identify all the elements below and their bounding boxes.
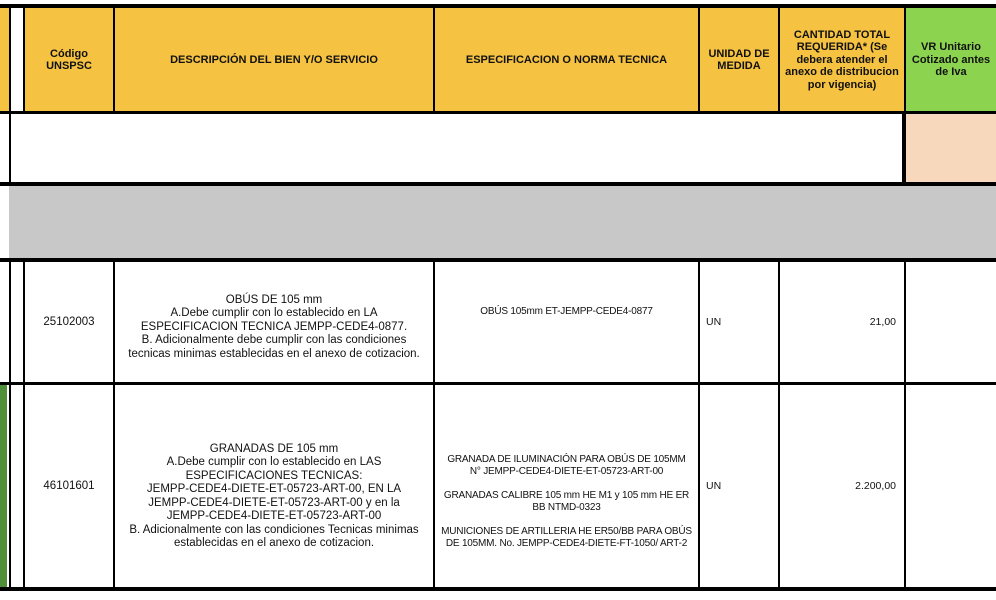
row1-codigo-text: 25102003 <box>43 315 95 328</box>
row2-codigo <box>25 386 113 587</box>
header-unidad <box>700 8 778 112</box>
vr-unitario-input-cell[interactable] <box>906 114 996 182</box>
grid-line <box>113 262 115 590</box>
grid-line <box>904 262 906 590</box>
grid-line <box>0 111 996 114</box>
grid-line <box>113 4 115 114</box>
row1-vr-unitario[interactable] <box>906 262 996 383</box>
row2-desc-line: establecidas en el anexo de cotizacion. <box>173 537 375 549</box>
row2-spec-text: GRANADAS CALIBRE 105 mm HE M1 y 105 mm HE ER BB NTMD-0323 <box>443 489 690 513</box>
row1-cantidad-text: 21,00 <box>869 315 896 328</box>
row1-desc-line: ESPECIFICACION TECNICA JEMPP-CEDE4-0877. <box>140 320 408 333</box>
header-descripcion-label: DESCRIPCIÓN DEL BIEN Y/O SERVICIO <box>170 53 378 66</box>
row1-codigo <box>25 262 113 383</box>
header-cantidad-label: CANTIDAD TOTAL REQUERIDA* (Se debera atender el anexo de distribucion por vigencia) <box>785 28 899 91</box>
header-unidad-label: UNIDAD DE MEDIDA <box>708 47 770 72</box>
gray-separator-band <box>9 186 996 258</box>
row2-desc-line: JEMPP-CEDE4-DIETE-ET-05723-ART-00 <box>166 510 382 522</box>
header-codigo <box>25 8 113 112</box>
header-cantidad <box>780 8 904 112</box>
left-margin-strip-green <box>0 384 7 590</box>
header-codigo-label: Código UNSPSC <box>46 47 92 72</box>
row2-unidad-text: UN <box>706 479 722 492</box>
row1-desc-line: B. Adicionalmente debe cumplir con las condiciones <box>141 334 407 347</box>
grid-line <box>0 4 996 8</box>
grid-line <box>9 114 11 184</box>
row2-desc-line: B. Adicionalmente con las condiciones Tecnicas minimas <box>129 523 419 536</box>
header-especificacion <box>435 8 698 112</box>
header-vr-unitario-label: VR Unitario Cotizado antes de Iva <box>911 41 991 79</box>
row1-unidad-text: UN <box>706 315 722 328</box>
row2-desc-line: JEMPP-CEDE4-DIETE-ET-05723-ART-00, EN LA <box>146 483 402 495</box>
row2-desc-line: ESPECIFICACIONES TECNICAS: <box>185 469 363 482</box>
grid-line <box>778 4 780 114</box>
grid-line <box>698 262 700 590</box>
row2-cantidad <box>780 386 904 587</box>
row2-cantidad-text: 2.200,00 <box>855 479 896 492</box>
row2-desc-line: GRANADAS DE 105 mm <box>209 442 339 455</box>
grid-line <box>904 4 906 114</box>
grid-line <box>0 587 996 591</box>
empty-row-cell[interactable] <box>9 114 902 182</box>
header-descripcion <box>115 8 433 112</box>
row1-desc-line: tecnicas minimas establecidas en el anexo de cotizacion. <box>128 347 420 360</box>
row2-spec-text: GRANADA DE ILUMINACIÓN PARA OBÚS DE 105MM N° JEMPP-CEDE4-DIETE-ET-05723-ART-00 <box>447 453 686 477</box>
row1-descripcion <box>115 262 433 383</box>
row2-spec-text: MUNICIONES DE ARTILLERIA HE ER50/BB PARA OBÚS DE 105MM. No. JEMPP-CEDE4-DIETE-FT-1050/ ART-2 <box>441 525 692 549</box>
grid-line <box>23 262 25 590</box>
row1-especificacion <box>435 262 698 383</box>
grid-line <box>23 4 25 114</box>
left-margin-strip <box>0 8 9 112</box>
grid-line <box>0 182 996 186</box>
row1-spec-text: OBÚS 105mm ET-JEMPP-CEDE4-0877 <box>480 306 653 317</box>
grid-line <box>778 262 780 590</box>
grid-line <box>433 4 435 114</box>
grid-line <box>698 4 700 114</box>
grid-line <box>9 4 11 114</box>
grid-line <box>9 262 11 590</box>
grid-line <box>0 382 996 385</box>
row2-unidad <box>700 386 778 587</box>
row2-desc-line: A.Debe cumplir con lo establecido en LAS <box>166 456 382 468</box>
row1-desc-line: A.Debe cumplir con lo establecido en LA <box>170 307 378 320</box>
row2-codigo-text: 46101601 <box>43 479 95 492</box>
row1-unidad <box>700 262 778 383</box>
grid-line <box>433 262 435 590</box>
row1-desc-line: OBÚS DE 105 mm <box>225 293 323 306</box>
row2-especificacion <box>435 386 698 587</box>
header-vr-unitario <box>906 8 996 112</box>
header-especificacion-label: ESPECIFICACION O NORMA TECNICA <box>465 53 668 66</box>
row2-vr-unitario[interactable] <box>906 386 996 587</box>
grid-line <box>902 114 906 184</box>
row1-cantidad <box>780 262 904 383</box>
row2-descripcion <box>115 386 433 587</box>
grid-line <box>0 258 996 262</box>
row2-desc-line: JEMPP-CEDE4-DIETE-ET-05723-ART-00 y en la <box>148 496 400 509</box>
